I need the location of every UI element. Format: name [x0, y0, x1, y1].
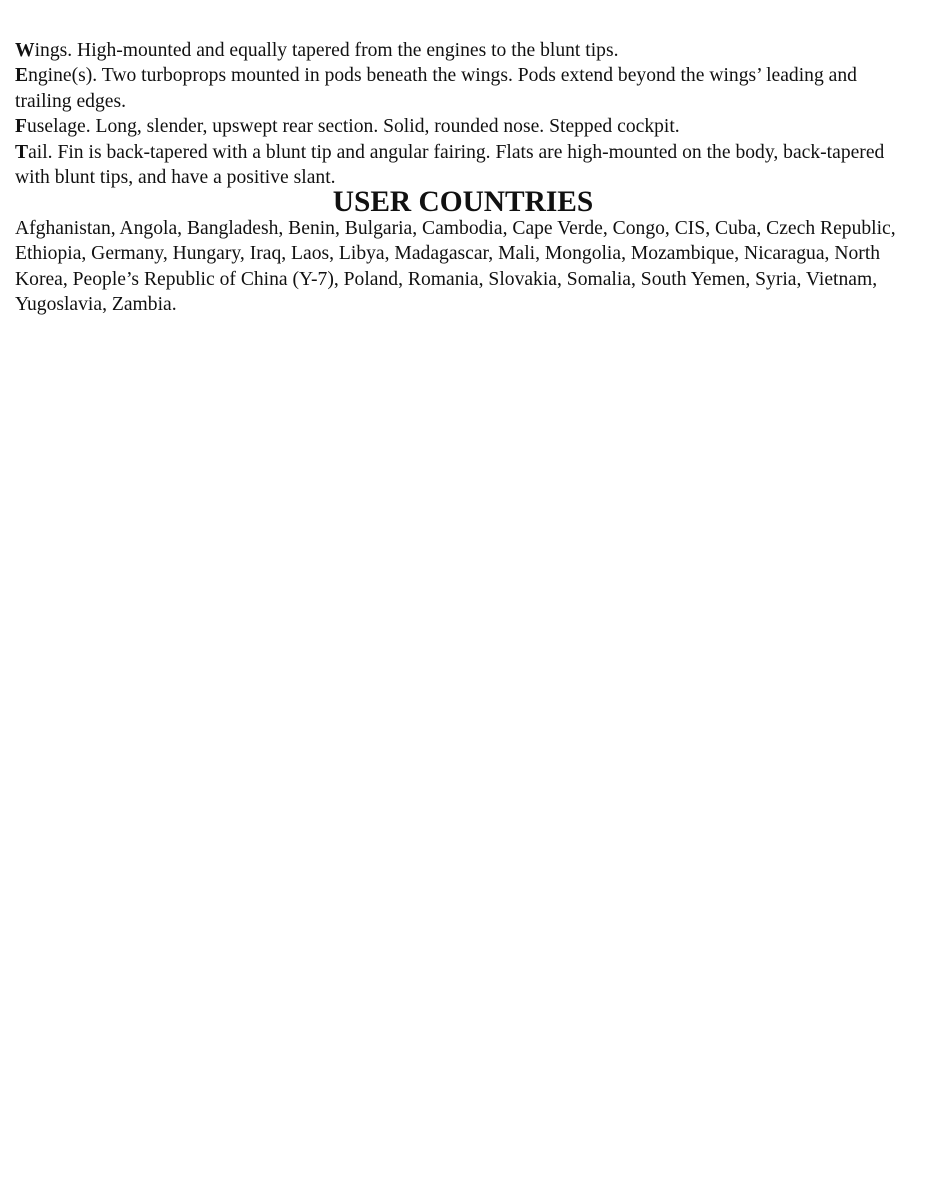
fuselage-lead-letter: F	[15, 116, 27, 138]
engines-text: ngine(s). Two turboprops mounted in pods beneath the wings. Pods extend beyond the wings’ leading and trailing edges.	[15, 65, 857, 112]
wings-text: ings. High-mounted and equally tapered from the engines to the blunt tips.	[34, 40, 619, 61]
fuselage-description	[15, 114, 911, 139]
tail-description	[15, 140, 911, 191]
wings-lead-letter: W	[15, 40, 35, 61]
fuselage-text: uselage. Long, slender, upswept rear section. Solid, rounded nose. Stepped cockpit.	[26, 116, 680, 138]
engines-lead-letter: E	[15, 65, 29, 87]
document-page	[15, 38, 911, 317]
engines-description	[15, 63, 911, 114]
user-countries-heading: USER COUNTRIES	[332, 186, 594, 219]
tail-lead-letter: T	[15, 141, 29, 163]
tail-text: ail. Fin is back-tapered with a blunt tip and angular fairing. Flats are high-mounted on the body, back-tapered with blunt tips, and have a positive slant.	[15, 141, 885, 189]
wings-description	[15, 38, 911, 63]
user-countries-list: Afghanistan, Angola, Bangladesh, Benin, Bulgaria, Cambodia, Cape Verde, Congo, CIS, Cuba, Czech Republic, Ethiopia, Germany, Hungary, Iraq, Laos, Libya, Madagascar, Mali, Mongolia, Mozambique, Nicaragua, North Korea, People’s Republic of China (Y-7), Poland, Romania, Slovakia, Somalia, South Yemen, Syria, Vietnam, Yugoslavia, Zambia.	[15, 217, 896, 316]
